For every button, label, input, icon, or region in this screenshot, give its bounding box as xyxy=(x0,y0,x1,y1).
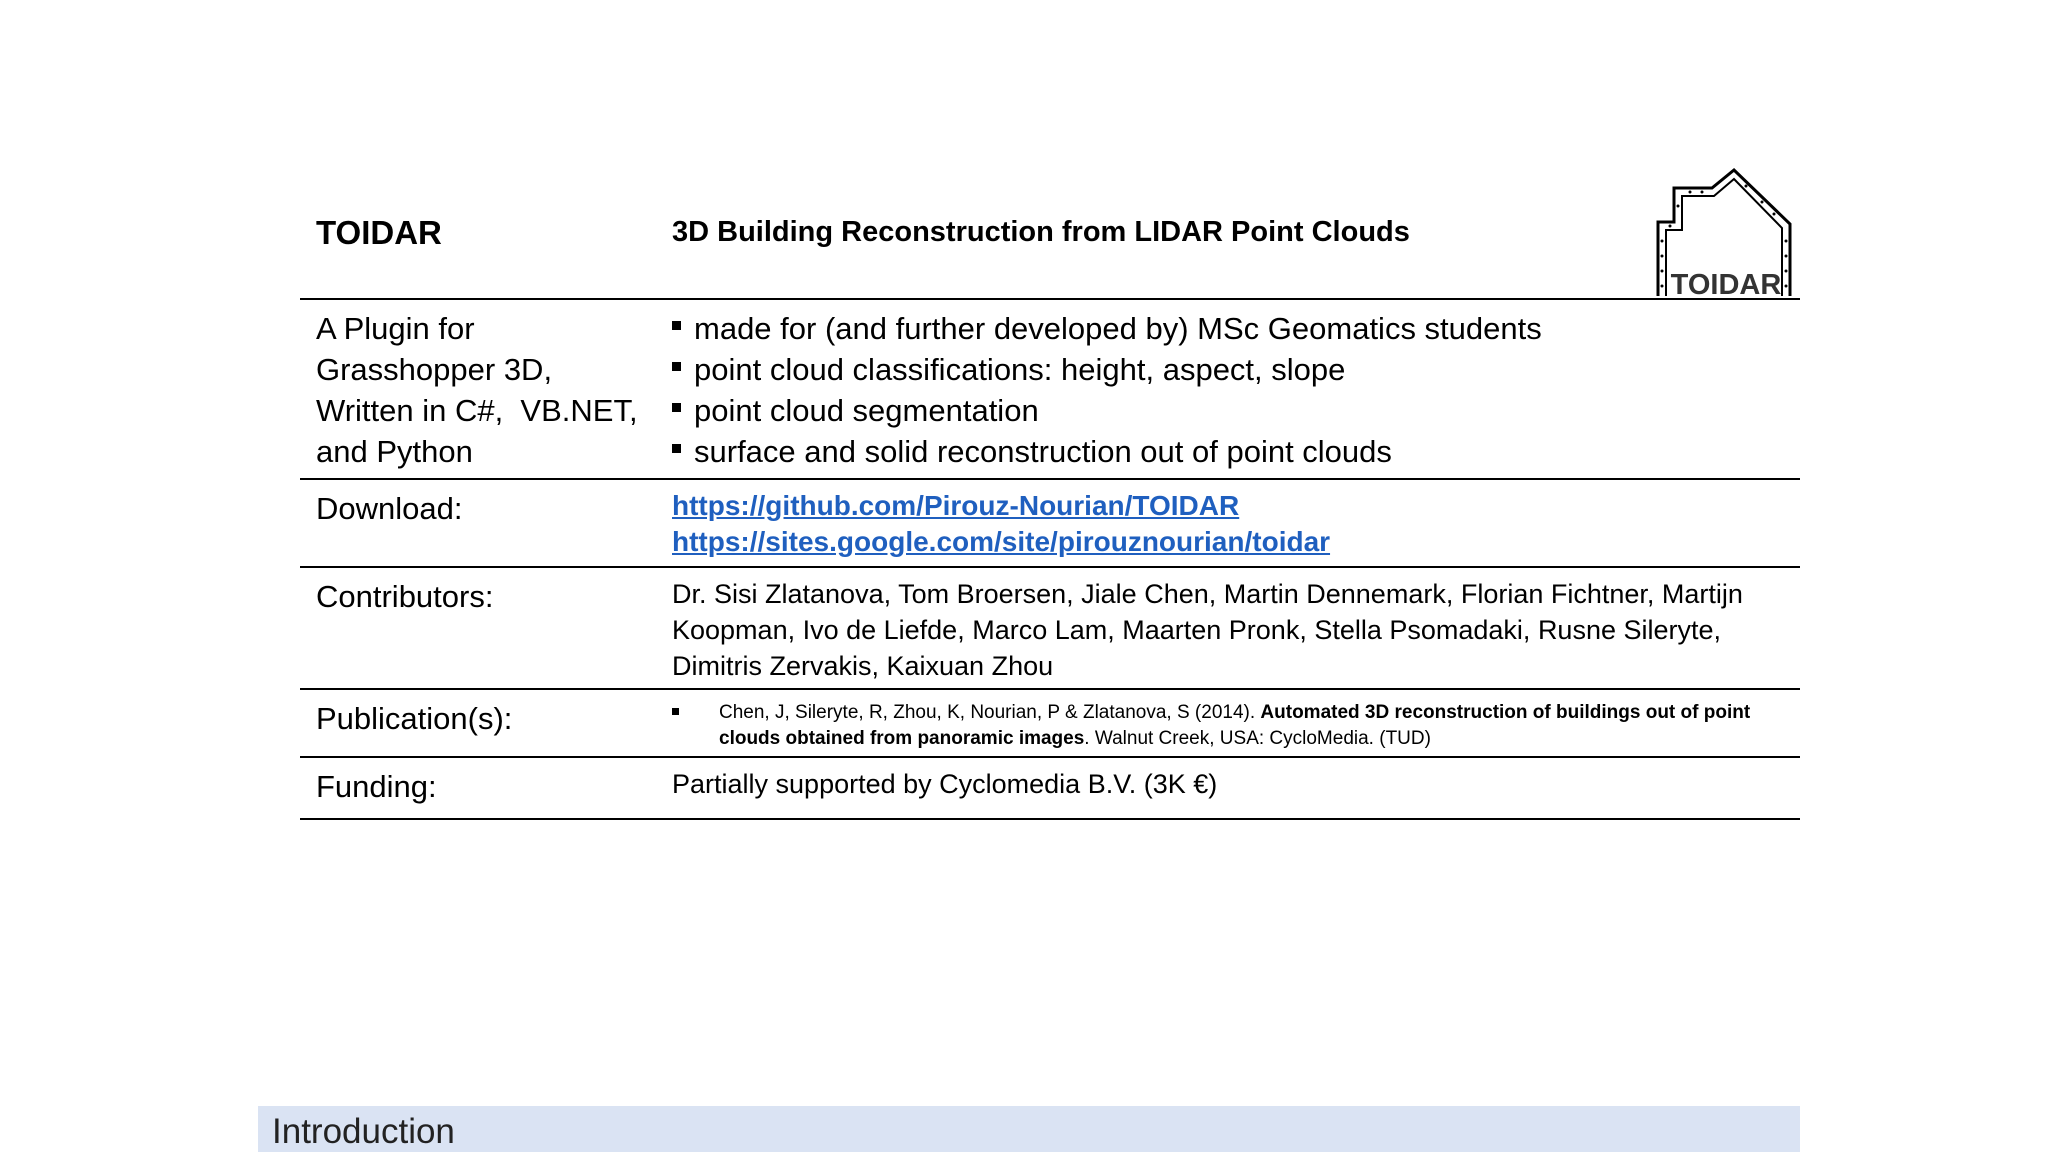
logo-text: TOIDAR xyxy=(1670,269,1782,300)
toidar-logo xyxy=(1650,166,1800,300)
plugin-row xyxy=(300,300,1800,480)
footer-section-title: Introduction xyxy=(272,1112,455,1151)
list-item: point cloud classifications: height, aspect, slope xyxy=(672,349,1800,390)
publication-title: Automated 3D reconstruction of buildings out of point clouds obtained from panoramic images xyxy=(719,702,1751,749)
feature-list xyxy=(672,300,1800,472)
project-subtitle: 3D Building Reconstruction from LIDAR Point Clouds xyxy=(672,216,1410,248)
plugin-label-line: Grasshopper 3D, xyxy=(316,352,553,387)
download-label: Download: xyxy=(316,491,463,526)
plugin-features xyxy=(672,300,1800,478)
footer-bar xyxy=(258,1106,1800,1152)
google-sites-link[interactable]: https://sites.google.com/site/pirouznourian/toidar xyxy=(672,526,1331,557)
github-link[interactable]: https://github.com/Pirouz-Nourian/TOIDAR xyxy=(672,490,1240,521)
bullet-icon xyxy=(672,708,679,715)
header-right-cell xyxy=(672,150,1800,298)
bullet-icon xyxy=(672,444,681,453)
funding-row xyxy=(300,758,1800,820)
contributors-list: Dr. Sisi Zlatanova, Tom Broersen, Jiale Chen, Martin Dennemark, Florian Fichtner, Martijn Koopman, Ivo de Liefde, Marco Lam, Maarten Pronk, Stella Psomadaki, Rusne Sileryte, Dimitris Zervakis, Kaixuan Zhou xyxy=(672,579,1743,681)
info-table xyxy=(300,150,1800,820)
list-item: point cloud segmentation xyxy=(672,390,1800,431)
plugin-label-line: and Python xyxy=(316,434,473,469)
funding-text: Partially supported by Cyclomedia B.V. (3K €) xyxy=(672,769,1218,799)
download-links xyxy=(672,480,1800,566)
funding-label: Funding: xyxy=(316,769,437,804)
contributors-row xyxy=(300,568,1800,690)
download-row xyxy=(300,480,1800,568)
project-title: TOIDAR xyxy=(316,214,442,251)
list-item: made for (and further developed by) MSc Geomatics students xyxy=(672,308,1800,349)
list-item: surface and solid reconstruction out of point clouds xyxy=(672,431,1800,472)
contributors-label: Contributors: xyxy=(316,579,494,614)
publication-item xyxy=(672,690,1800,752)
publication-source: . Walnut Creek, USA: CycloMedia. (TUD) xyxy=(1084,728,1431,749)
bullet-icon xyxy=(672,362,681,371)
publication-authors: Chen, J, Sileryte, R, Zhou, K, Nourian, P & Zlatanova, S (2014). xyxy=(719,702,1261,723)
plugin-description xyxy=(300,300,672,478)
bullet-icon xyxy=(672,403,681,412)
publications-row xyxy=(300,690,1800,758)
plugin-label-line: Written in C#, VB.NET, xyxy=(316,393,638,428)
plugin-label-line: A Plugin for xyxy=(316,311,475,346)
bullet-icon xyxy=(672,321,681,330)
header-row xyxy=(300,150,1800,300)
publications-cell xyxy=(672,690,1800,756)
publications-label: Publication(s): xyxy=(316,701,513,736)
